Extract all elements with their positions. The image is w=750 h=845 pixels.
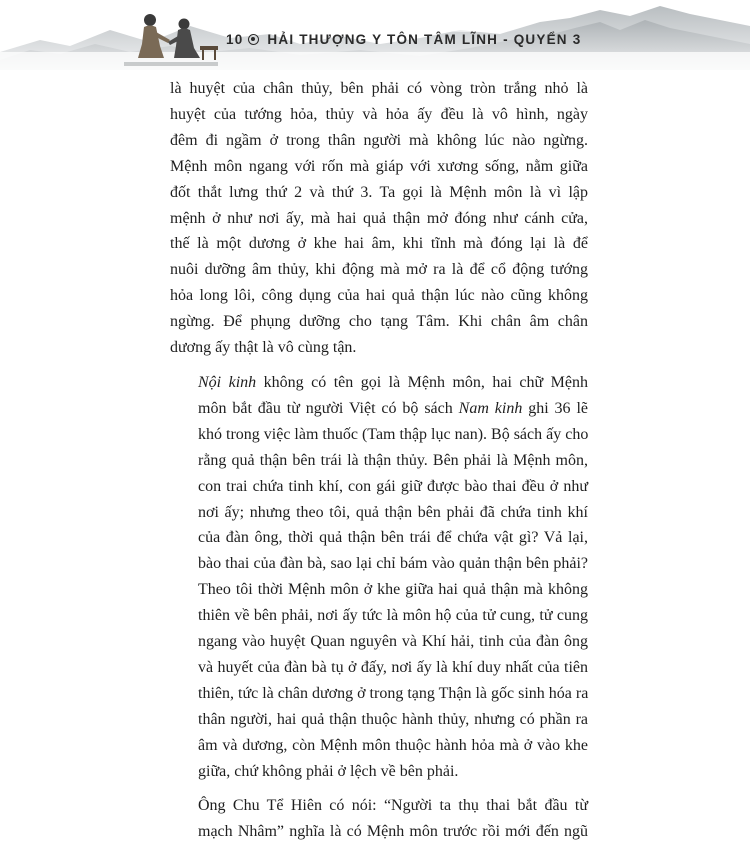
text-line: Mệnh môn ngang với rốn mà giáp với xương sống, nằm giữa xyxy=(170,157,588,175)
text-line: rằng quả thận bên trái là thận thủy. Bên phải là Mệnh môn, xyxy=(198,451,588,469)
paragraph-2 xyxy=(170,370,588,785)
text-line: nuôi dưỡng âm thủy, khi động mà mở ra là để cổ động tướng xyxy=(170,261,588,279)
text-line: ngừng. Để phụng dưỡng cho tạng Tâm. Khi chân âm chân xyxy=(170,313,588,331)
text-fragment: ghi 36 lẽ xyxy=(522,399,588,417)
running-title: HẢI THƯỢNG Y TÔN TÂM LĨNH - QUYỂN 3 xyxy=(267,32,582,47)
text-line: bào thai của đàn bà, sao lại chỉ bám vào quản thận bên phải? xyxy=(198,555,588,573)
text-line: thế là một dương ở khe hai âm, khi tĩnh mà đóng lại là để xyxy=(170,235,588,253)
text-line: đêm đi ngầm ở trong thân người mà không lúc nào ngừng. xyxy=(170,131,588,149)
text-line: mệnh ở như nơi ấy, mà hai quả thận mở đóng như cánh cửa, xyxy=(170,209,588,227)
text-line: thiên về bên phải, nơi ấy tức là môn hộ của tử cung, tử cung xyxy=(198,607,588,625)
text-fragment: môn bắt đầu từ người Việt có bộ sách xyxy=(198,399,459,417)
yin-yang-icon xyxy=(248,34,259,45)
text-line: huyệt của tướng hỏa, thủy và hỏa ấy đều là vô hình, ngày xyxy=(170,105,588,123)
text-line: mạch Nhâm” nghĩa là có Mệnh môn trước rồi mới đến ngũ xyxy=(198,823,588,841)
text-line: giữa, chứ không phải ở lệch về bên phải. xyxy=(198,762,459,780)
text-line: Theo tôi thời Mệnh môn ở khe giữa hai quả thận mà không xyxy=(198,581,588,599)
text-line: thiên, tức là chân dương ở trong tạng Thận là gốc sinh hóa ra xyxy=(198,684,589,702)
running-head xyxy=(226,32,581,47)
two-figures-icon xyxy=(118,0,228,70)
text-line: dương ấy thật là vô cùng tận. xyxy=(170,339,357,357)
text-line: Ông Chu Tể Hiên có nói: “Người ta thụ thai bắt đầu từ xyxy=(198,797,588,815)
book-title-italic: Nam kinh xyxy=(458,399,523,417)
text-line: khó trong việc làm thuốc (Tam thập lục nan). Bộ sách ấy cho xyxy=(198,425,589,443)
book-title-italic: Nội kinh xyxy=(198,373,257,391)
page-number: 10 xyxy=(226,32,244,47)
text-line: đốt thắt lưng thứ 2 và thứ 3. Ta gọi là Mệnh môn là vì lập xyxy=(170,183,588,201)
text-fragment: không có tên gọi là Mệnh môn, hai chữ Mệnh xyxy=(256,373,589,391)
text-line xyxy=(170,396,588,422)
text-line: ngang vào huyệt Quan nguyên và Khí hải, tinh của đàn ông xyxy=(198,633,588,651)
paragraph-1 xyxy=(170,76,588,361)
paragraph-3 xyxy=(170,793,588,845)
text-line: hỏa long lôi, công dụng của hai quả thận lúc nào cũng không xyxy=(170,287,588,305)
text-line: con trai chứa tinh khí, con gái giữ được bào thai đều ở như xyxy=(198,477,588,495)
text-line: thân người, hai quả thận thuộc hành thủy, nhưng có phần ra xyxy=(198,710,588,728)
text-line: âm và dương, còn Mệnh môn thuộc hành hỏa mà ở vào khe xyxy=(198,736,588,754)
text-line: nơi ấy; nhưng theo tôi, quả thận bên phải đã chứa tinh khí xyxy=(198,503,588,521)
text-line: là huyệt của chân thủy, bên phải có vòng tròn trắng nhỏ là xyxy=(170,80,588,97)
text-line: của đàn ông, thời quả thận bên trái để chứa vật gì? Vả lại, xyxy=(198,529,588,547)
text-line: và huyết của đàn bà tụ ở đấy, nơi ấy là khí duy nhất của tiên xyxy=(198,658,588,676)
text-line xyxy=(170,370,588,396)
body-text xyxy=(170,76,588,845)
